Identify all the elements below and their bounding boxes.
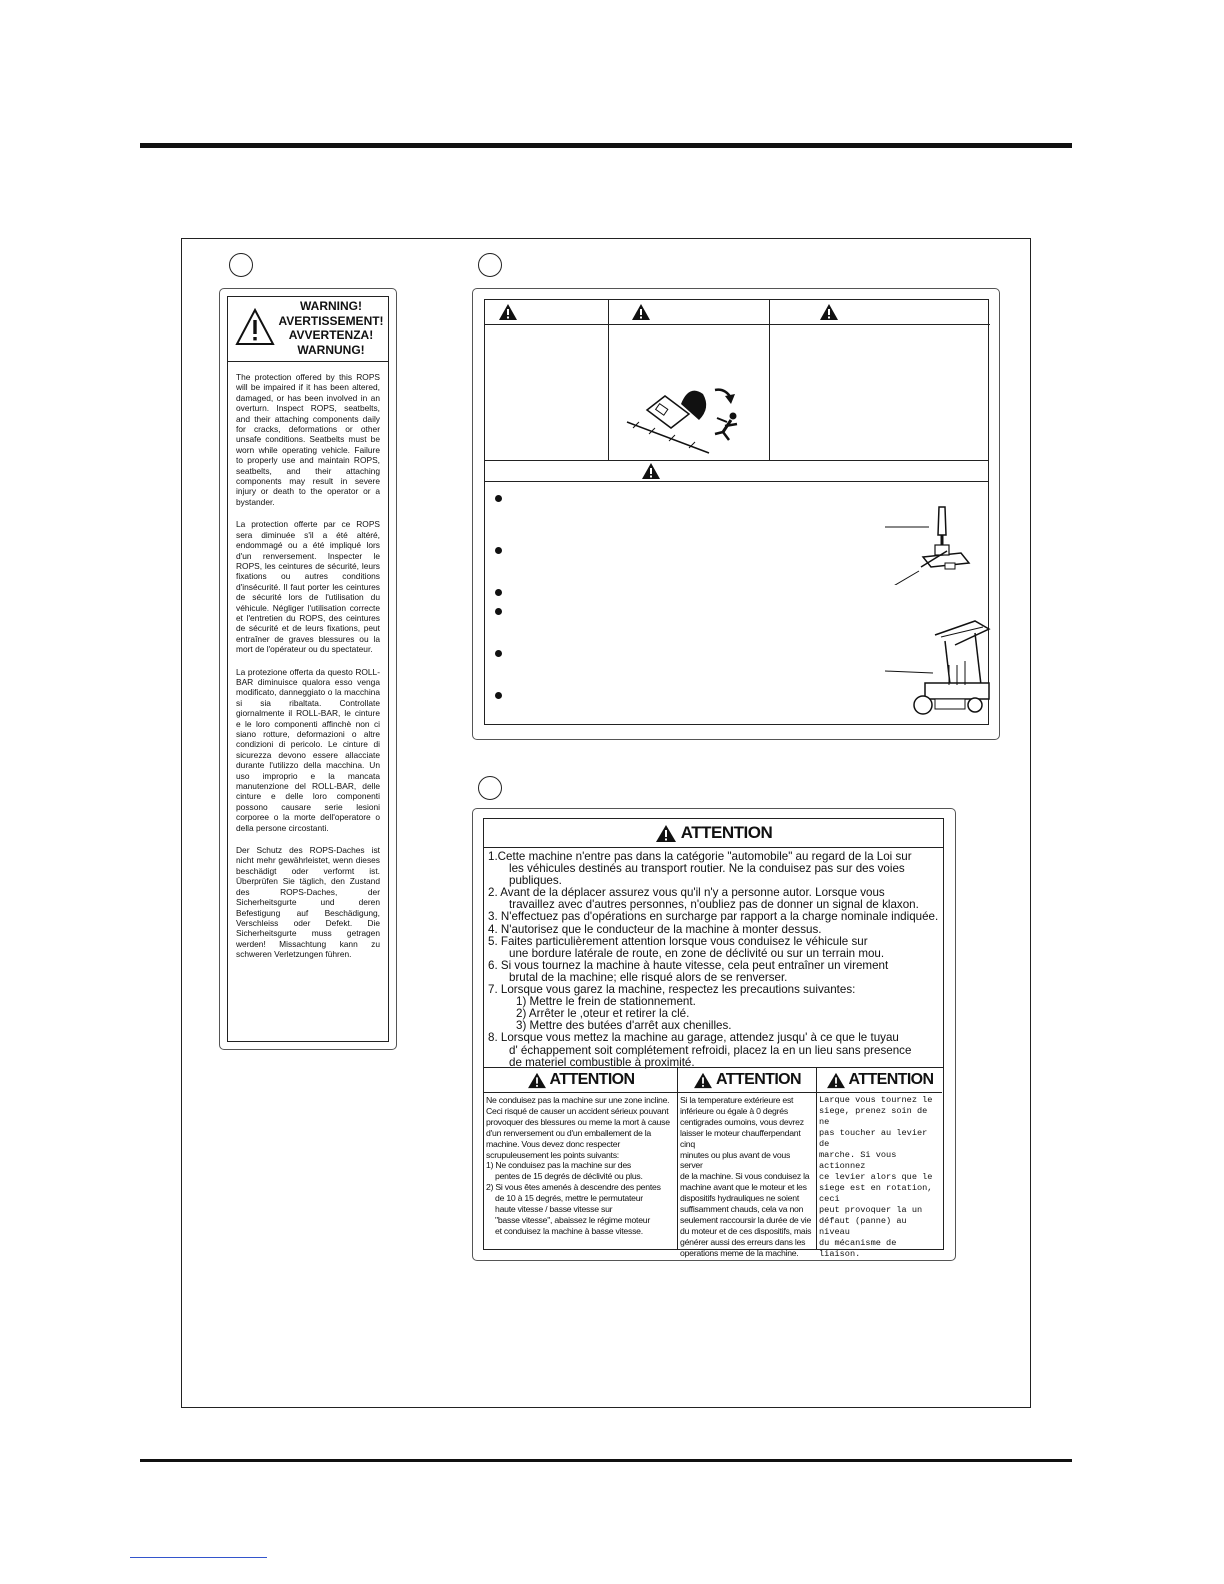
attention-column-1-header <box>484 1068 677 1093</box>
attention-list-item: 8. Lorsque vous mettez la machine au garage, attendez jusqu' à ce que le tuyau <box>488 1031 899 1045</box>
attention-list-item: les véhicules destinés au transport routier. Ne la conduisez pas sur des voies publiques. <box>509 862 905 888</box>
attention-label-inner <box>483 818 944 1259</box>
bullet-marker <box>495 589 502 596</box>
warning-paragraph-it: La protezione offerta da questo ROLL-BAR diminuisce qualora esso venga modificato, danneggiato o la macchina si sia ribaltata. Controllate giornalmente il ROLL-BAR, le cinture e le loro componenti affinchè non ci siano rotture, deformazioni o altre condizioni di pericolo. Le cinture di sicurezza devono essere allacciate durante l'utilizzo della macchina. Un uso improprio e la mancata manutenzione del ROLL-BAR, delle cinture e delle loro componenti possono causare serie lesioni corporee o la morte dell'operatore o della persone circostanti. <box>236 666 380 833</box>
attention-column-line: seulement raccoursir la durée de vie <box>680 1214 812 1225</box>
attention-column-line: Si la temperature extérieure est <box>680 1095 794 1105</box>
warning-triangle-icon <box>234 307 276 347</box>
attention-column-1-heading: ATTENTION <box>549 1071 635 1088</box>
attention-column-line: inférieure ou égale à 0 degrés <box>680 1105 788 1116</box>
attention-list-item: 2. Avant de la déplacer assurez vous qu'il n'y a personne autor. Lorsque vous <box>488 886 885 900</box>
warning-paragraph-de: Der Schutz des ROPS-Daches ist nicht mehr gewährleistet, wenn dieses beschädigt oder verformt ist. Überprüfen Sie täglich, den Zustand des ROPS-Daches, der Sicherheitsgurte und deren Befestigung auf Beschädigung, Verschleiss oder Defekt. Die Sicherheitsgurte muss getragen werden! Missachtung kann zu schweren Verletzungen führen. <box>236 845 380 960</box>
bullet-marker <box>495 650 502 657</box>
attention-column-2 <box>678 1068 817 1258</box>
pictogram-top-cells <box>485 300 988 460</box>
attention-column-3 <box>817 1068 942 1259</box>
attention-list-item: 1) Mettre le frein de stationnement. <box>516 995 696 1009</box>
attention-list-item: travaillez avec d'autres personnes, n'oubliez pas de donner un signal de klaxon. <box>509 898 919 912</box>
attention-column-line: operations meme de la machine. <box>680 1247 799 1258</box>
attention-column-3-header <box>817 1068 942 1093</box>
attention-column-line: d'un renversement ou d'un emballement de la <box>486 1127 651 1138</box>
attention-list-item: une bordure latérale de route, en zone de déclivité ou sur un terrain mou. <box>509 946 885 960</box>
footer-link-underline <box>130 1557 267 1558</box>
attention-list-item: 2) Arrêter le ,oteur et retirer la clé. <box>516 1007 690 1021</box>
attention-list-item: brutal de la machine; elle risqué alors de se renverser. <box>509 970 788 984</box>
attention-column-line: 2) Si vous êtes amenés à descendre des pentes <box>486 1182 661 1193</box>
attention-list-item: 6. Si vous tournez la machine à haute vitesse, cela peut entraîner un virement <box>488 958 889 972</box>
bullet-marker <box>495 608 502 615</box>
warning-title-fr: AVERTISSEMENT! <box>278 313 384 328</box>
warning-triangle-icon <box>693 1072 713 1089</box>
warning-triangle-icon <box>527 1072 547 1089</box>
attention-column-line: scrupuleusement les points suivants: <box>486 1149 619 1160</box>
attention-column-line: 1) Ne conduisez pas la machine sur des <box>486 1160 632 1171</box>
attention-columns <box>484 1067 943 1259</box>
attention-column-line: générer aussi des erreurs dans les <box>680 1236 806 1247</box>
pictogram-cell-3-header <box>770 300 990 325</box>
warning-triangle-icon <box>819 303 839 321</box>
pictogram-cell-3 <box>770 300 990 460</box>
attention-column-line: machine. Vous devez donc respecter <box>486 1138 620 1149</box>
attention-column-line: suffisamment chauds, cela va non <box>680 1204 804 1215</box>
pictogram-cell-2 <box>609 300 770 460</box>
pictogram-label <box>472 288 1000 740</box>
attention-column-line: du moteur et de ces dispositifs, mais <box>680 1225 812 1236</box>
attention-column-2-header <box>678 1068 816 1093</box>
rollover-pictogram <box>619 374 759 454</box>
attention-column-line: dispositifs hydrauliques ne soient <box>680 1193 799 1204</box>
attention-column-line: de la machine. Si vous conduisez la <box>680 1171 810 1182</box>
warning-paragraph-fr: La protection offerte par ce ROPS sera diminuée s'il a été altéré, endommagé ou a été impliqué lors d'un renversement. Inspecter le ROPS, les ceintures de sécurité, leurs fixations ou autres conditions d'insécurité. Il faut porter les ceintures de sécurité lors de l'utilisation du véhicule. Négliger l'utilisation correcte et l'entretien du ROPS, des ceintures de sécurité et de leurs fixations, peut entraîner de graves blessures ou la mort de l'opérateur ou du spectateur. <box>236 519 380 655</box>
attention-column-line: minutes ou plus avant de vous server <box>680 1149 791 1171</box>
bullet-marker <box>495 692 502 699</box>
attention-column-line: défaut (panne) au niveau <box>819 1216 907 1237</box>
attention-column-2-text <box>678 1093 816 1259</box>
attention-list-item: 4. N'autorisez que le conducteur de la machine à monter dessus. <box>488 922 822 936</box>
attention-list-item: d' échappement soit complétement refroidi, placez la en un lieu sans presence <box>509 1043 912 1057</box>
attention-list-item: 3. N'effectuez pas d'opérations en surcharge par rapport a la charge nominale indiquée. <box>488 910 939 924</box>
attention-column-2-heading: ATTENTION <box>716 1071 801 1088</box>
bottom-rule <box>140 1459 1072 1462</box>
attention-header <box>484 819 943 848</box>
warning-triangle-icon <box>641 462 661 480</box>
bullet-marker <box>495 547 502 554</box>
callout-circle-2 <box>478 253 502 277</box>
callout-circle-3 <box>478 776 502 800</box>
attention-list-item: 3) Mettre des butées d'arrêt aux chenilles. <box>516 1019 732 1033</box>
attention-column-line: "basse vitesse", abaissez le régime moteur <box>495 1214 651 1225</box>
attention-column-line: et conduisez la machine à basse vitesse. <box>495 1225 643 1236</box>
attention-column-3-heading: ATTENTION <box>848 1071 934 1088</box>
attention-column-1-text <box>484 1093 677 1237</box>
warning-paragraph-en: The protection offered by this ROPS will be impaired if it has been altered, damaged, or has been involved in an overturn. Inspect ROPS, seatbelts, and their attaching components daily for cracks, deformations or other unsafe conditions. Seatbelts must be worn while operating vehicle. Failure to properly use and maintain ROPS, seatbelts, and their attaching components may result in severe injury or death to the operator or a bystander. <box>236 372 380 507</box>
pictogram-cell-2-header <box>609 300 769 325</box>
pictogram-label-inner <box>484 299 989 725</box>
attention-column-line: centigrades oumoins, vous devrez <box>680 1116 804 1127</box>
attention-column-line: machine avant que le moteur et les <box>680 1182 807 1193</box>
attention-column-line: pentes de 15 degrés de déclivité ou plus. <box>495 1171 643 1182</box>
warning-title-en: WARNING! <box>300 299 362 313</box>
attention-heading: ATTENTION <box>680 823 773 842</box>
pictogram-cell-1 <box>485 300 609 460</box>
warning-triangle-icon <box>655 824 677 843</box>
attention-column-line: peut provoquer la un <box>819 1205 923 1215</box>
attention-label <box>472 808 956 1261</box>
warning-triangle-icon <box>498 303 518 321</box>
attention-list-item: 5. Faites particulièrement attention lorsque vous conduisez le véhicule sur <box>488 934 868 948</box>
lever-diagram <box>885 505 975 585</box>
attention-column-line: laisser le moteur chaufferpendant cinq <box>680 1127 801 1149</box>
pictogram-cell-1-header <box>485 300 608 325</box>
attention-list <box>484 848 943 1069</box>
attention-column-3-text <box>817 1093 942 1260</box>
attention-list-item: de materiel combustible à proximité. <box>509 1055 695 1069</box>
attention-column-1 <box>484 1068 678 1250</box>
warning-titles <box>278 299 384 357</box>
attention-column-line: provoquer des blessures ou meme la mort à cause <box>486 1116 670 1127</box>
attention-column-line: de 10 à 15 degrés, mettre le permutateur <box>495 1193 643 1204</box>
attention-column-line: ce levier alors que le <box>819 1172 933 1182</box>
seat-diagram <box>885 615 995 715</box>
attention-column-line: marche. Si vous actionnez <box>819 1150 897 1171</box>
attention-column-line: siege, prenez soin de ne <box>819 1106 928 1127</box>
warning-triangle-icon <box>826 1072 846 1089</box>
attention-column-line: siege est en rotation, ceci <box>819 1183 933 1204</box>
warning-title-de: WARNUNG! <box>297 342 365 357</box>
rops-warning-body <box>228 362 388 960</box>
attention-column-line: haute vitesse / basse vitesse sur <box>495 1204 613 1215</box>
warning-title-it: AVVERTENZA! <box>288 328 374 342</box>
attention-column-line: Larque vous tournez le <box>819 1095 933 1105</box>
attention-column-line: pas toucher au levier de <box>819 1128 928 1149</box>
attention-column-line: du mécanisme de liaison. <box>819 1238 897 1259</box>
rops-warning-header <box>228 297 388 362</box>
callout-circle-1 <box>229 253 253 277</box>
attention-list-item: 1.Cette machine n'entre pas dans la catégorie "automobile" au regard de la Loi sur <box>488 850 912 863</box>
warning-triangle-icon <box>631 303 651 321</box>
attention-column-line: Ceci risqué de causer un accident sérieux pouvant <box>486 1105 669 1116</box>
bullet-marker <box>495 495 502 502</box>
attention-column-line: Ne conduisez pas la machine sur une zone incline. <box>486 1095 670 1105</box>
attention-list-item: 7. Lorsque vous garez la machine, respectez les precautions suivantes: <box>488 983 856 997</box>
top-rule <box>140 143 1072 148</box>
rops-warning-label <box>219 288 397 1050</box>
rops-warning-inner <box>227 296 389 1042</box>
pictogram-middle-bar <box>485 460 988 482</box>
